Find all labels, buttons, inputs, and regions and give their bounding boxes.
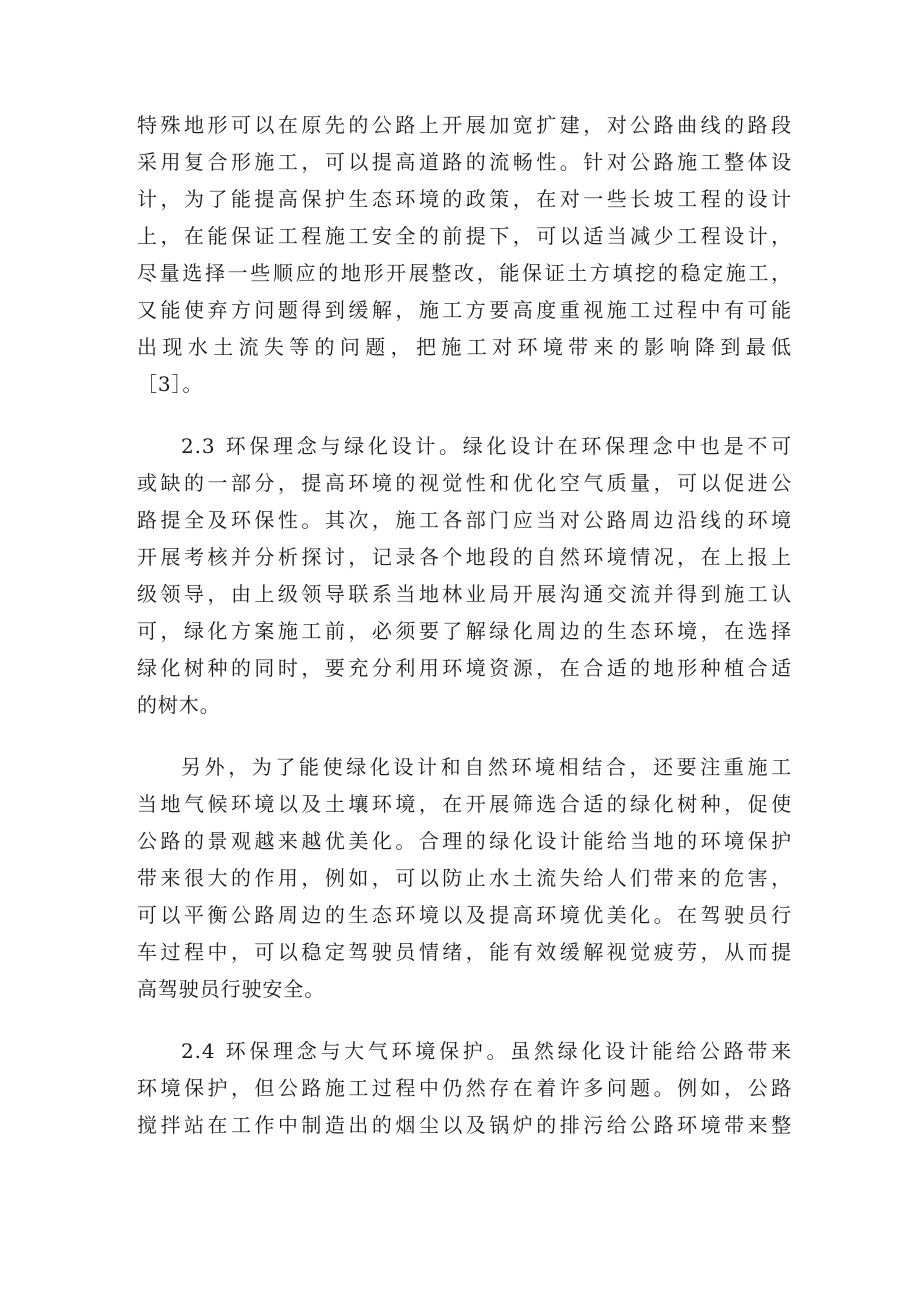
- text-line: 上，在能保证工程施工安全的前提下，可以适当减少工程设计，: [137, 224, 792, 248]
- text-line: 又能使弃方问题得到缓解，施工方要高度重视施工过程中有可能: [137, 298, 792, 322]
- paragraph-3: [137, 749, 792, 1008]
- text-line: 可，绿化方案施工前，必须要了解绿化周边的生态环境，在选择: [137, 619, 792, 643]
- text-line: ［3］。: [137, 372, 204, 396]
- paragraph-4: [137, 1033, 792, 1144]
- text-line: 路提全及环保性。其次，施工各部门应当对公路周边沿线的环境: [137, 508, 792, 532]
- text-line: 可以平衡公路周边的生态环境以及提高环境优美化。在驾驶员行: [137, 903, 792, 927]
- body-text: [137, 107, 792, 1144]
- text-line: 环境保护，但公路施工过程中仍然存在着许多问题。例如，公路: [137, 1076, 792, 1100]
- text-line: 或缺的一部分，提高环境的视觉性和优化空气质量，可以促进公: [137, 471, 792, 495]
- text-line: 车过程中，可以稳定驾驶员情绪，能有效缓解视觉疲劳，从而提: [137, 940, 792, 964]
- text-line: 绿化树种的同时，要充分利用环境资源，在合适的地形种植合适: [137, 656, 792, 680]
- text-line: 高驾驶员行驶安全。: [137, 977, 326, 1001]
- paragraph-spacer: [137, 724, 792, 749]
- paragraph-spacer: [137, 403, 792, 428]
- text-line: 特殊地形可以在原先的公路上开展加宽扩建，对公路曲线的路段: [137, 113, 792, 137]
- text-line: 带来很大的作用，例如，可以防止水土流失给人们带来的危害，: [137, 866, 792, 890]
- section-heading-line: 2.4 环保理念与大气环境保护。虽然绿化设计能给公路带来: [181, 1039, 792, 1063]
- text-line: 的树木。: [137, 693, 221, 717]
- text-line: 采用复合形施工，可以提高道路的流畅性。针对公路施工整体设: [137, 150, 792, 174]
- paragraph-1: [137, 107, 792, 403]
- section-heading-line: 2.3 环保理念与绿化设计。绿化设计在环保理念中也是不可: [181, 434, 792, 458]
- text-line: 尽量选择一些顺应的地形开展整改，能保证土方填挖的稳定施工，: [137, 261, 792, 285]
- paragraph-2: [137, 428, 792, 724]
- text-line: 另外，为了能使绿化设计和自然环境相结合，还要注重施工: [181, 755, 792, 779]
- text-line: 公路的景观越来越优美化。合理的绿化设计能给当地的环境保护: [137, 829, 792, 853]
- text-line: 级领导，由上级领导联系当地林业局开展沟通交流并得到施工认: [137, 582, 792, 606]
- text-line: 搅拌站在工作中制造出的烟尘以及锅炉的排污给公路环境带来整: [137, 1113, 792, 1137]
- text-line: 出现水土流失等的问题，把施工对环境带来的影响降到最低: [137, 335, 792, 359]
- text-line: 计，为了能提高保护生态环境的政策，在对一些长坡工程的设计: [137, 187, 792, 211]
- text-line: 开展考核并分析探讨，记录各个地段的自然环境情况，在上报上: [137, 545, 792, 569]
- paragraph-spacer: [137, 1008, 792, 1033]
- text-line: 当地气候环境以及土壤环境，在开展筛选合适的绿化树种，促使: [137, 792, 792, 816]
